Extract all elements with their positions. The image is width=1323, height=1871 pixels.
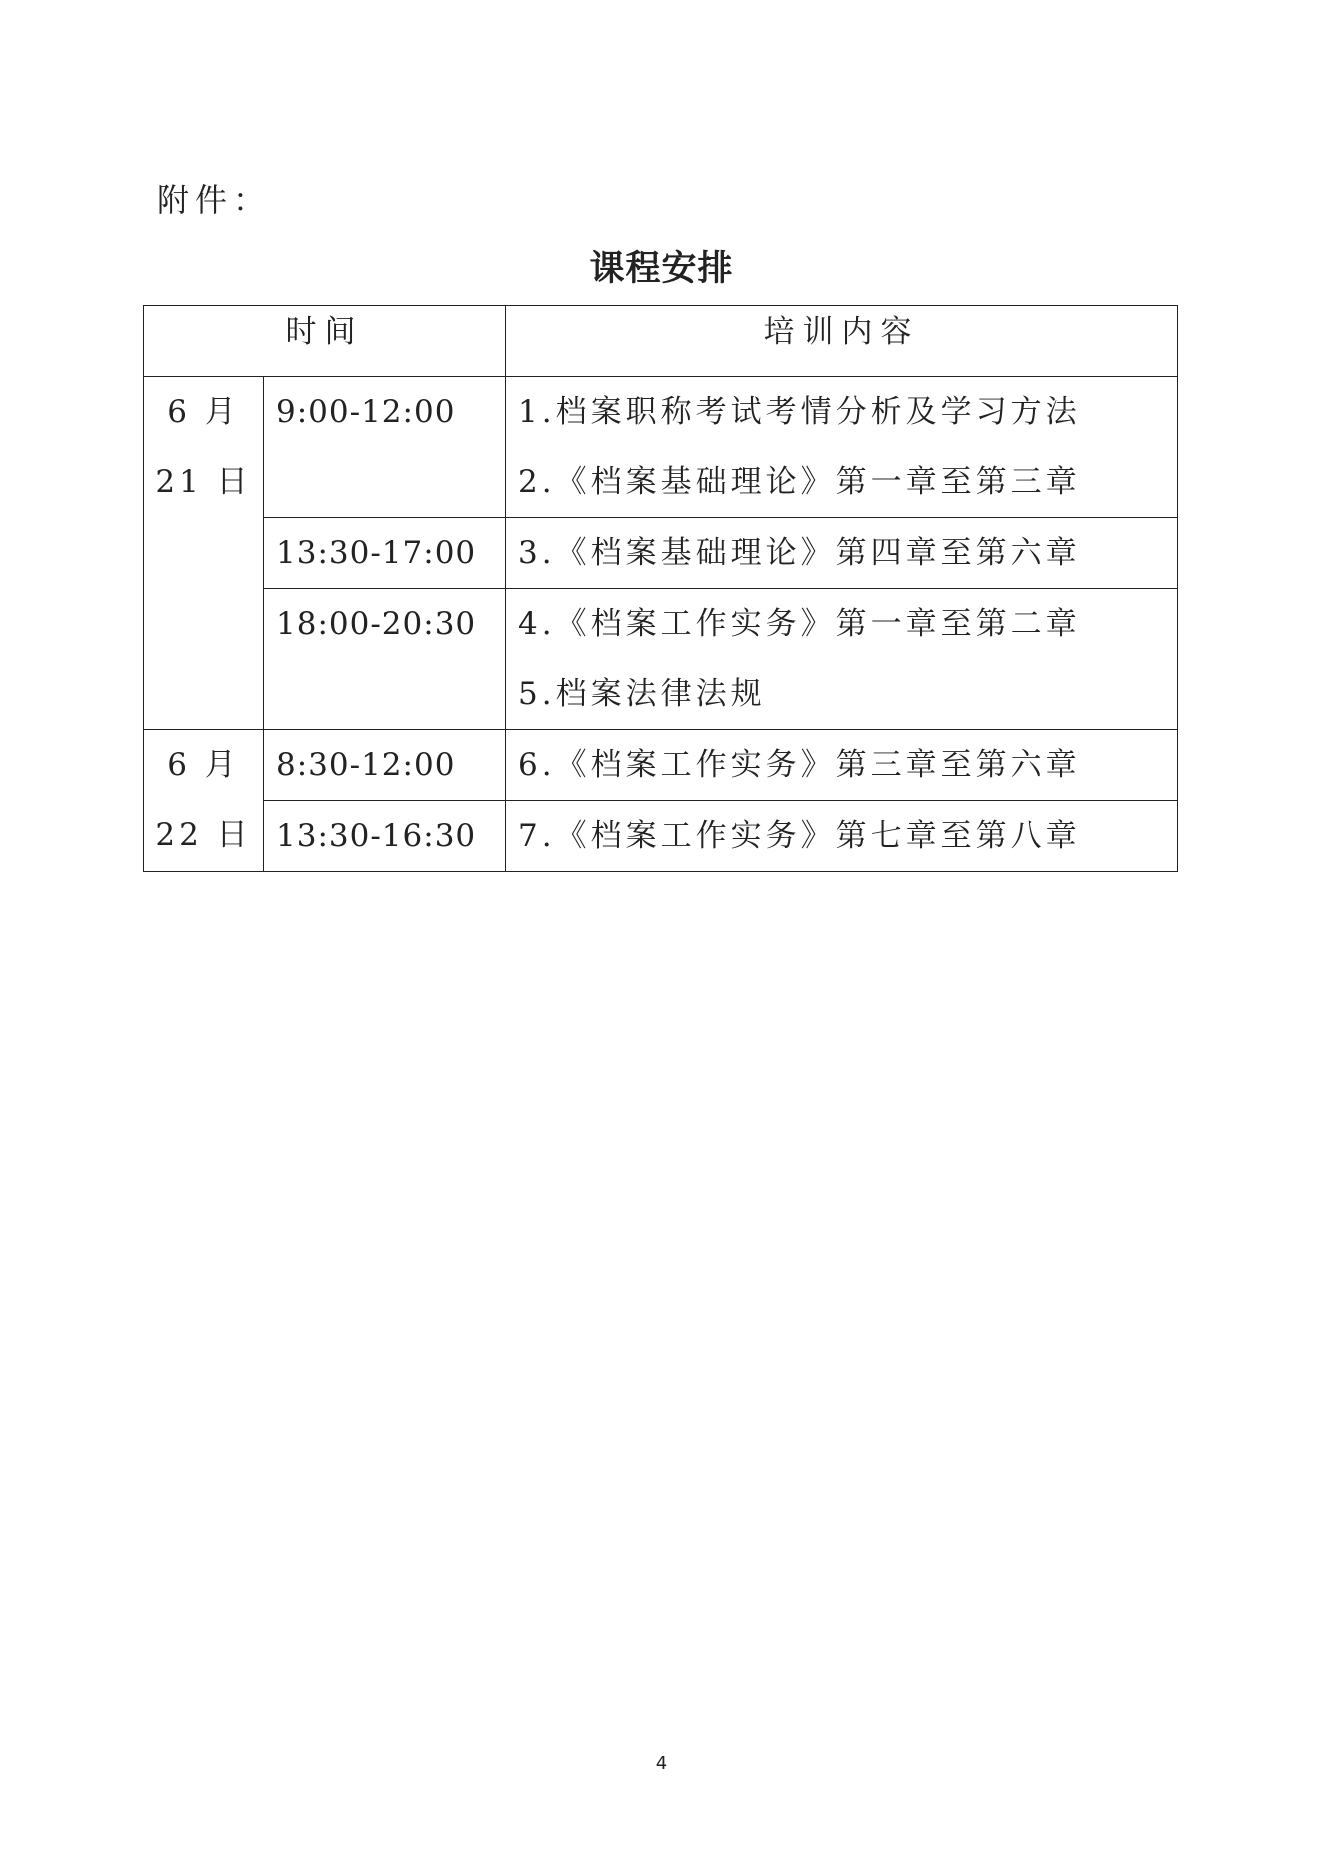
session-time: 13:30-16:30 [276,818,477,854]
session-time: 8:30-12:00 [276,747,456,783]
session-time: 18:00-20:30 [276,606,477,642]
header-time: 时间 [144,306,506,377]
date-month: 6 月 [167,394,240,430]
date-day: 21 日 [155,464,252,500]
time-cell [264,377,506,518]
page-title: 课程安排 [589,249,734,289]
content-cell [506,377,1178,518]
session-item: 3.《档案基础理论》第四章至第六章 [518,535,1081,571]
table-row [144,518,1178,589]
session-item: 4.《档案工作实务》第一章至第二章 [518,606,1081,642]
time-cell [264,730,506,801]
table-row [144,801,1178,872]
session-item: 1.档案职称考试考情分析及学习方法 [518,394,1081,430]
attachment-label: 附件： [157,181,272,219]
date-cell [144,730,264,872]
content-cell [506,518,1178,589]
content-cell [506,801,1178,872]
table-row [144,377,1178,518]
session-time: 13:30-17:00 [276,535,477,571]
session-item: 6.《档案工作实务》第三章至第六章 [518,747,1081,783]
date-day: 22 日 [155,817,252,853]
date-cell [144,377,264,730]
table-row [144,589,1178,730]
date-month: 6 月 [167,747,240,783]
table-header-row [144,306,1178,377]
time-cell [264,801,506,872]
page-number: 4 [655,1753,668,1774]
header-content: 培训内容 [506,306,1178,377]
session-item: 5.档案法律法规 [518,676,766,712]
schedule-table [143,305,1178,872]
session-item: 7.《档案工作实务》第七章至第八章 [518,818,1081,854]
content-cell [506,589,1178,730]
time-cell [264,589,506,730]
table-row [144,730,1178,801]
session-item: 2.《档案基础理论》第一章至第三章 [518,464,1081,500]
time-cell [264,518,506,589]
content-cell [506,730,1178,801]
session-time: 9:00-12:00 [276,394,456,430]
